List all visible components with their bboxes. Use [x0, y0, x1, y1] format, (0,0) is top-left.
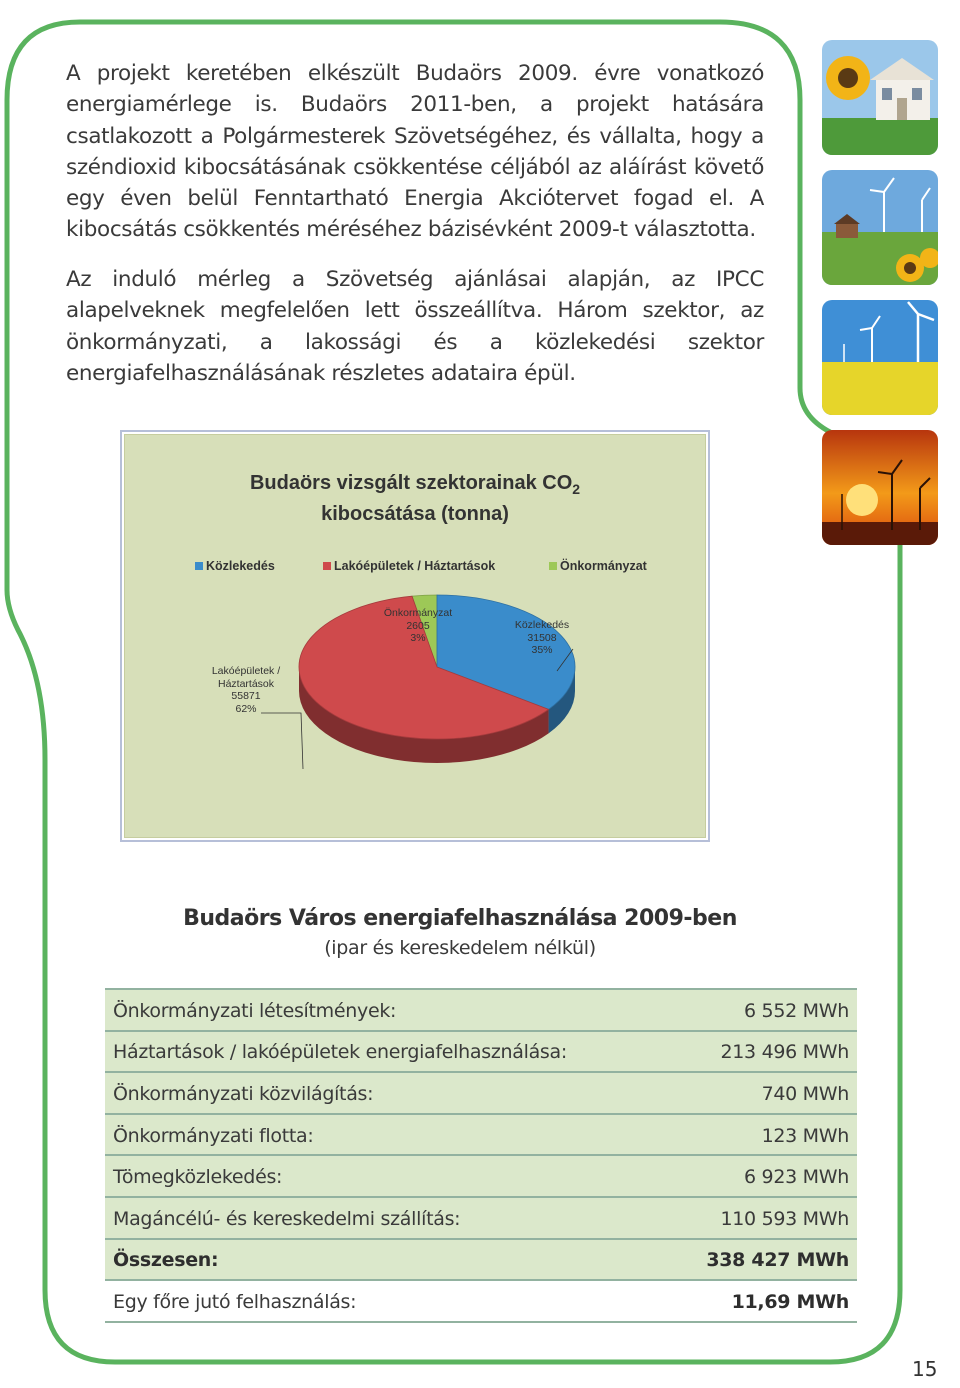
pie-label-kozlekedes-value: 31508	[527, 631, 557, 644]
row-value: 6 552 MWh	[667, 989, 857, 1031]
legend-label-lakoepuletek: Lakóépületek / Háztartások	[334, 559, 496, 573]
row-label: Egy főre jutó felhasználás:	[105, 1280, 667, 1322]
row-label: Önkormányzati közvilágítás:	[105, 1072, 667, 1114]
rapeseed-field-turbines-photo	[822, 300, 938, 415]
legend-label-kozlekedes: Közlekedés	[206, 559, 275, 573]
row-label: Magáncélú- és kereskedelmi szállítás:	[105, 1197, 667, 1239]
legend-label-onkormanyzat: Önkormányzat	[560, 559, 647, 573]
pie-label-onkormanyzat-percent: 3%	[410, 632, 426, 644]
pie-label-lakoepuletek-value: 55871	[231, 690, 261, 702]
table-row	[105, 1031, 857, 1073]
table-row	[105, 989, 857, 1031]
energy-section-subtitle: (ipar és kereskedelem nélkül)	[324, 937, 596, 959]
balance-paragraph: Az induló mérleg a Szövetség ajánlásai alapján, az IPCC alapelveknek megfelelően lett összeállítva. Három szektor, az önkormányzati, a lakossági és a közlekedési szektor energiafelhasználásának részletes adataira épül.	[66, 267, 764, 386]
pie-label-onkormanyzat-value: 2605	[406, 619, 430, 632]
intro-paragraph: A projekt keretében elkészült Budaörs 2009. évre vonatkozó energiamérlege is. Budaörs 2011-ben, a projekt hatására csatlakozott a Polgármesterek Szövetségéhez, és vállalta, hogy a széndioxid kibocsátásának csökkentése céljából az aláírást követő egy éven belül Fenntartható Energia Akciótervet fogad el. A kibocsátás csökkentés méréséhez bázisévként 2009-t választotta.	[66, 61, 764, 243]
pie-label-onkormanyzat	[373, 607, 463, 645]
pie-label-kozlekedes	[497, 619, 587, 657]
row-label: Háztartások / lakóépületek energiafelhasználása:	[105, 1031, 667, 1073]
table-row	[105, 1197, 857, 1239]
row-label: Tömegközlekedés:	[105, 1155, 667, 1197]
chart-title-line2: kibocsátása (tonna)	[321, 503, 509, 525]
page-number: 15	[912, 1357, 938, 1381]
row-label: Önkormányzati flotta:	[105, 1114, 667, 1156]
energy-section-title: Budaörs Város energiafelhasználása 2009-ben	[183, 906, 737, 931]
table-row	[105, 1155, 857, 1197]
leader-line-lakoepuletek	[261, 713, 303, 769]
row-value: 213 496 MWh	[667, 1031, 857, 1073]
sunset-turbines-photo	[822, 430, 938, 545]
row-label: Összesen:	[105, 1239, 667, 1281]
table-row-total	[105, 1239, 857, 1281]
chart-title-subscript: 2	[572, 481, 581, 497]
row-value: 6 923 MWh	[667, 1155, 857, 1197]
table-row	[105, 1114, 857, 1156]
pie-label-lakoepuletek-name2: Háztartások	[217, 677, 275, 690]
pie-label-onkormanyzat-name: Önkormányzat	[383, 607, 453, 619]
pie-label-lakoepuletek	[201, 665, 291, 715]
energy-table	[105, 988, 857, 1323]
pie-label-kozlekedes-percent: 35%	[531, 644, 553, 656]
row-value: 740 MWh	[667, 1072, 857, 1114]
pie-label-lakoepuletek-name1: Lakóépületek /	[211, 665, 281, 677]
row-label: Önkormányzati létesítmények:	[105, 989, 667, 1031]
co2-chart	[120, 430, 710, 842]
row-value: 11,69 MWh	[667, 1280, 857, 1322]
row-value: 123 MWh	[667, 1114, 857, 1156]
row-value: 338 427 MWh	[667, 1239, 857, 1281]
wind-turbines-barn-photo	[822, 170, 938, 285]
row-value: 110 593 MWh	[667, 1197, 857, 1239]
table-row-per-capita	[105, 1280, 857, 1322]
pie-label-lakoepuletek-percent: 62%	[235, 702, 257, 715]
chart-title-line1: Budaörs vizsgált szektorainak CO	[249, 472, 573, 494]
table-row	[105, 1072, 857, 1114]
house-sunflower-photo	[822, 40, 938, 155]
pie-label-kozlekedes-name: Közlekedés	[514, 619, 570, 631]
chart-plot-area	[124, 434, 706, 838]
